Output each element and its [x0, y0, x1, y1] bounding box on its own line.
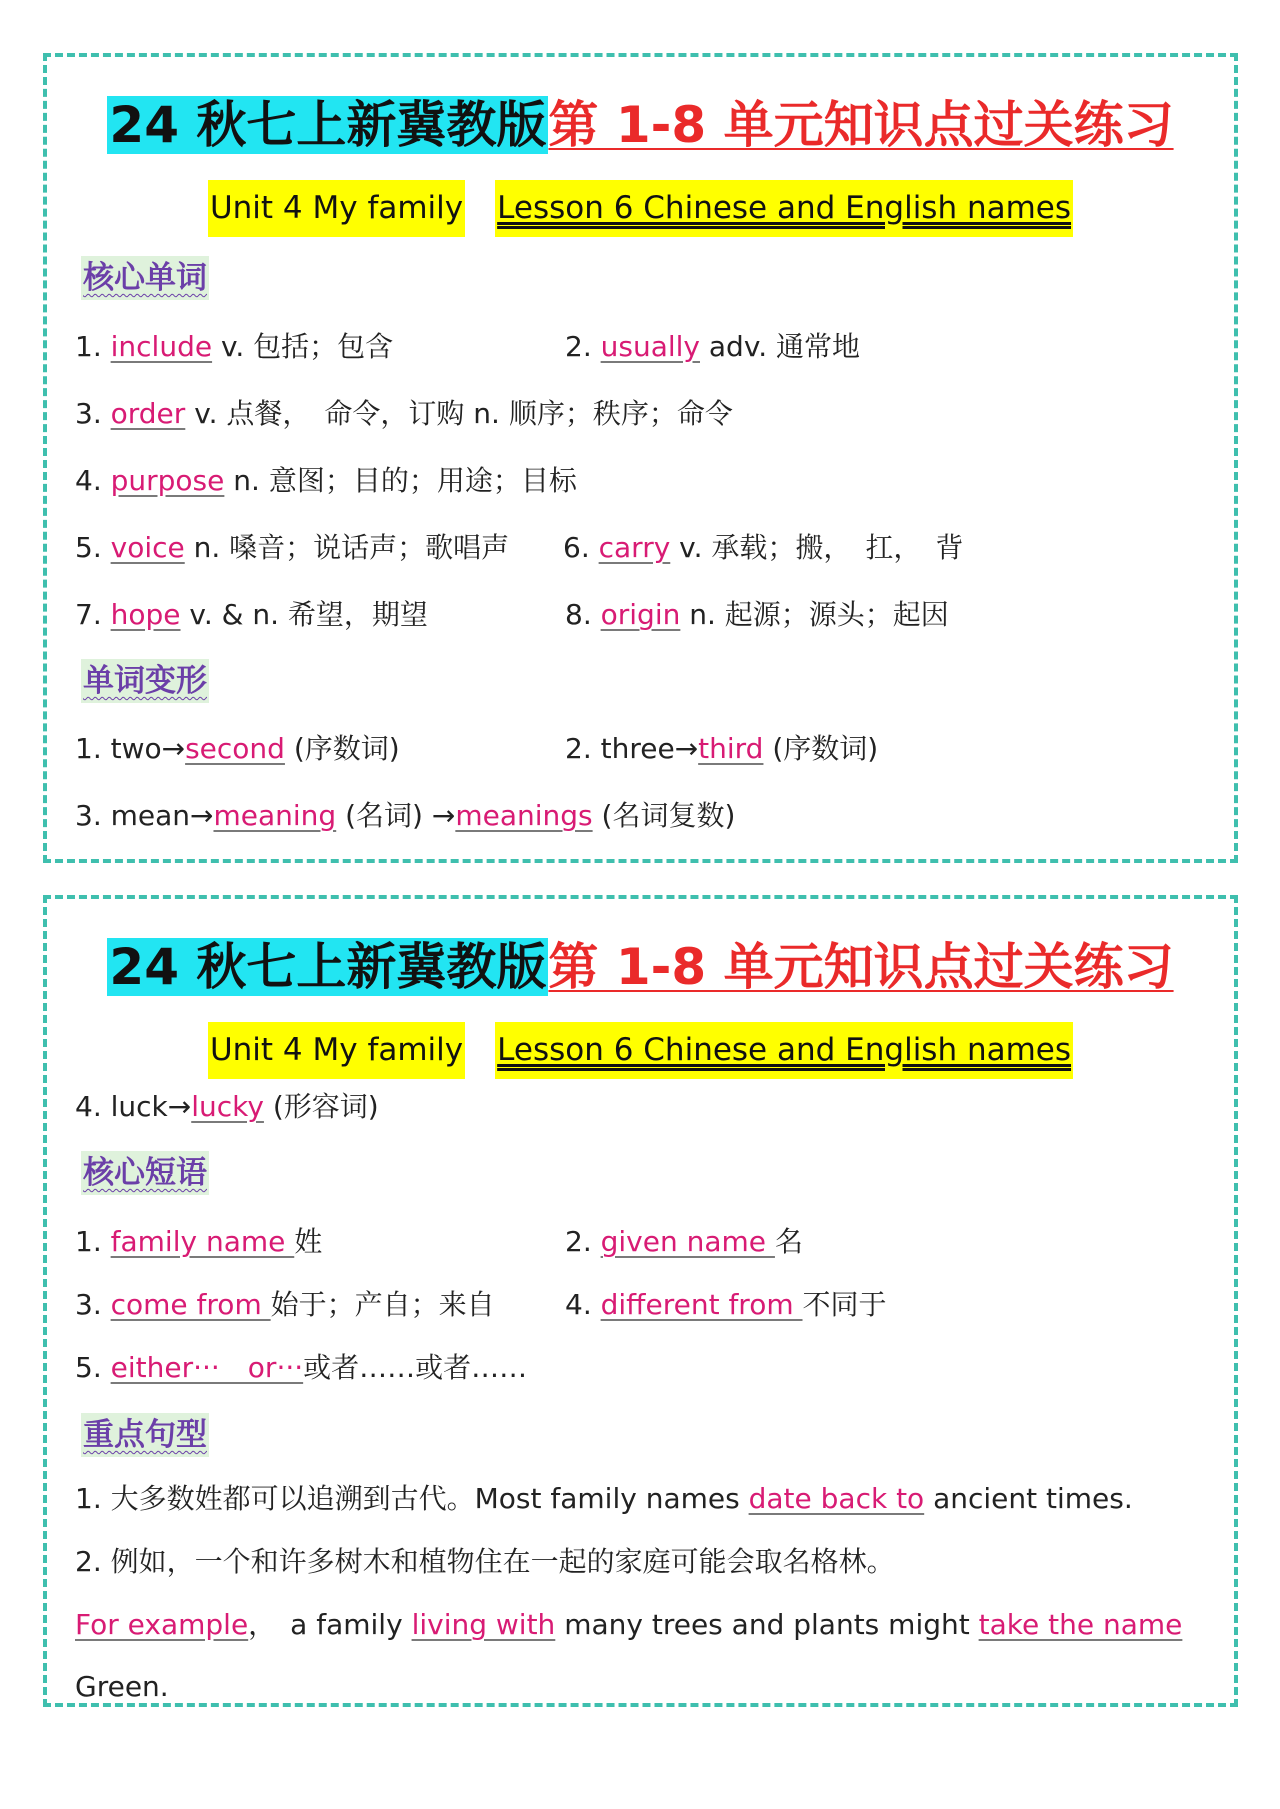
keyword: meaning — [213, 799, 337, 832]
worksheet-card-2 — [43, 895, 1238, 1707]
definition: n. 起源；源头；起因 — [680, 598, 949, 631]
form-base: 4. luck→ — [75, 1090, 192, 1123]
item-number: 3. — [75, 397, 111, 430]
definition: 或者……或者…… — [303, 1351, 528, 1384]
item-number: 4. — [565, 1288, 601, 1321]
sentence-item — [75, 1479, 1133, 1519]
phrase-item — [75, 1348, 527, 1388]
vocab-item — [75, 327, 393, 367]
definition: 名 — [774, 1225, 803, 1258]
keyword: order — [110, 397, 186, 430]
vocab-item — [565, 595, 949, 635]
sentence-item — [75, 1542, 895, 1582]
definition: 始于；产自；来自 — [270, 1288, 495, 1321]
form-note: (名词复数) — [592, 799, 736, 832]
item-number: 1. — [75, 330, 111, 363]
form-base: 3. mean→ — [75, 799, 214, 832]
vocab-item — [75, 595, 428, 635]
unit-lesson-banner — [47, 1022, 1234, 1079]
page-title — [47, 924, 1234, 1010]
keyword: living with — [411, 1608, 556, 1641]
sentences-heading: 重点句型 — [81, 1413, 209, 1457]
item-number: 2. — [565, 1225, 601, 1258]
form-note: (形容词) — [263, 1090, 379, 1123]
word-forms-heading: 单词变形 — [81, 659, 209, 703]
unit-label: Unit 4 My family — [208, 1022, 465, 1079]
sentence-text: Green. — [75, 1670, 169, 1703]
sentence-text: 1. 大多数姓都可以追溯到古代。Most family names — [75, 1482, 749, 1515]
title-practice: 第 1-8 单元知识点过关练习 — [548, 938, 1174, 996]
vocab-item — [75, 461, 577, 501]
title-edition: 24 秋七上新冀教版 — [109, 938, 547, 996]
word-form-item — [75, 796, 735, 836]
definition: 姓 — [294, 1225, 323, 1258]
definition: v. 承载；搬， 扛， 背 — [670, 531, 964, 564]
sentence-text: ancient times. — [924, 1482, 1133, 1515]
definition: v. 点餐， 命令，订购 n. 顺序；秩序；命令 — [185, 397, 733, 430]
definition: n. 嗓音；说话声；歌唱声 — [184, 531, 510, 564]
phrase-item — [565, 1222, 803, 1262]
title-edition: 24 秋七上新冀教版 — [109, 96, 547, 154]
keyword: come from — [110, 1288, 271, 1321]
sentence-item — [75, 1605, 1182, 1645]
vocab-heading: 核心单词 — [81, 256, 209, 300]
keyword: voice — [110, 531, 185, 564]
vocab-item — [565, 327, 860, 367]
keyword: usually — [600, 330, 700, 363]
form-note: (序数词) — [284, 732, 400, 765]
phrase-item — [75, 1285, 495, 1325]
definition: n. 意图；目的；用途；目标 — [224, 464, 577, 497]
keyword: different from — [600, 1288, 803, 1321]
keyword: given name — [600, 1225, 775, 1258]
keyword: purpose — [110, 464, 225, 497]
item-number: 3. — [75, 1288, 111, 1321]
unit-label: Unit 4 My family — [208, 180, 465, 237]
vocab-item — [563, 528, 963, 568]
sentence-text: 2. 例如，一个和许多树木和植物住在一起的家庭可能会取名格林。 — [75, 1545, 895, 1578]
form-base: 1. two→ — [75, 732, 186, 765]
form-note: (序数词) — [763, 732, 879, 765]
keyword: family name — [110, 1225, 295, 1258]
worksheet-card-1 — [43, 53, 1238, 863]
item-number: 5. — [75, 1351, 111, 1384]
sentence-item — [75, 1667, 169, 1707]
phrase-item — [565, 1285, 887, 1325]
definition: v. 包括；包含 — [212, 330, 394, 363]
keyword: second — [185, 732, 285, 765]
keyword: third — [698, 732, 764, 765]
item-number: 6. — [563, 531, 599, 564]
keyword: date back to — [748, 1482, 925, 1515]
unit-lesson-banner — [47, 180, 1234, 237]
word-form-item — [565, 729, 878, 769]
keyword: carry — [598, 531, 671, 564]
keyword: take the name — [978, 1608, 1183, 1641]
item-number: 8. — [565, 598, 601, 631]
word-form-item — [75, 1087, 379, 1127]
item-number: 4. — [75, 464, 111, 497]
item-number: 1. — [75, 1225, 111, 1258]
item-number: 2. — [565, 330, 601, 363]
item-number: 7. — [75, 598, 111, 631]
item-number: 5. — [75, 531, 111, 564]
page-title — [47, 82, 1234, 168]
definition: adv. 通常地 — [700, 330, 861, 363]
keyword: hope — [110, 598, 181, 631]
lesson-label: Lesson 6 Chinese and English names — [495, 180, 1073, 237]
word-form-item — [75, 729, 400, 769]
vocab-item — [75, 394, 733, 434]
keyword: lucky — [191, 1090, 264, 1123]
sentence-text: many trees and plants might — [555, 1608, 979, 1641]
sentence-text: ， a family — [248, 1608, 412, 1641]
keyword: meanings — [455, 799, 593, 832]
form-base: 2. three→ — [565, 732, 699, 765]
definition: v. & n. 希望，期望 — [180, 598, 428, 631]
keyword: origin — [600, 598, 681, 631]
definition: 不同于 — [802, 1288, 887, 1321]
phrases-heading: 核心短语 — [81, 1151, 209, 1195]
keyword: either··· or··· — [110, 1351, 304, 1384]
title-practice: 第 1-8 单元知识点过关练习 — [548, 96, 1174, 154]
phrase-item — [75, 1222, 322, 1262]
keyword: include — [110, 330, 213, 363]
vocab-item — [75, 528, 509, 568]
lesson-label: Lesson 6 Chinese and English names — [495, 1022, 1073, 1079]
form-note: (名词) → — [336, 799, 456, 832]
keyword: For example — [75, 1608, 249, 1641]
